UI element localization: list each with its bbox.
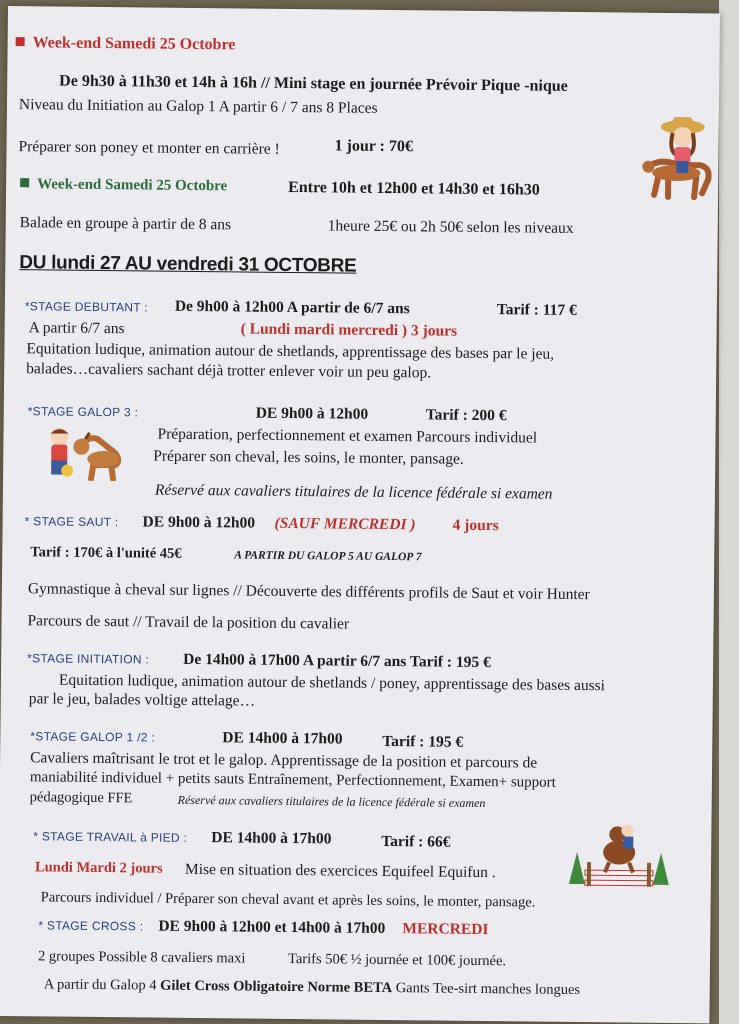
stage-galop12-label: *STAGE GALOP 1 /2 :: [30, 729, 156, 745]
stage-saut-desc2: Parcours de saut // Travail de la position du cavalier: [27, 612, 350, 633]
stage-galop12-price: Tarif : 195 €: [382, 732, 464, 751]
stage-cross-req-gilet: Gilet Cross Obligatoire Norme BETA: [160, 977, 393, 997]
stage-debutant-hours: De 9h00 à 12h00 A partir de 6/7 ans: [174, 297, 410, 318]
weekend2-line1a: Balade en groupe à partir de 8 ans: [19, 214, 232, 234]
stage-galop12-desc1: Cavaliers maîtrisant le trot et le galop. Apprentissage de la position et parcours de: [30, 749, 538, 772]
stage-galop3-hours: DE 9h00 à 12h00: [255, 404, 369, 423]
weekend1-heading: [16, 34, 236, 54]
cowgirl-pony-icon: [638, 113, 719, 206]
weekend1-price: 1 jour : 70€: [334, 137, 414, 156]
stage-debutant-age: A partir 6/7 ans: [28, 319, 125, 338]
stage-saut-except: (SAUF MERCREDI ): [274, 514, 416, 534]
stage-debutant-days: ( Lundi mardi mercredi ) 3 jours: [240, 320, 458, 340]
stage-pied-price: Tarif : 66€: [381, 832, 451, 851]
stage-galop12-hours: DE 14h00 à 17h00: [222, 729, 343, 748]
stage-saut-label: * STAGE SAUT :: [24, 514, 119, 530]
background-sheet-edge: [719, 0, 739, 1024]
stage-pied-hours: DE 14h00 à 17h00: [211, 829, 332, 848]
stage-saut-days: 4 jours: [452, 516, 499, 535]
stage-cross-requirements: [44, 976, 581, 999]
stage-pied-desc2: Parcours individuel / Préparer son cheval avant et après les soins, le monter, pansage.: [40, 889, 536, 911]
stage-galop3-note: Réservé aux cavaliers titulaires de la licence fédérale si examen: [154, 481, 553, 503]
weekend1-title: Week-end Samedi 25 Octobre: [32, 34, 236, 54]
jumping-horse-icon: [565, 822, 674, 889]
boy-horse-icon: [45, 424, 126, 481]
stage-pied-label: * STAGE TRAVAIL à PIED :: [33, 829, 188, 845]
stage-initiation-hours: De 14h00 à 17h00 A partir 6/7 ans Tarif : 195 €: [183, 650, 491, 672]
stage-galop12-desc3: pédagogique FFE: [29, 789, 133, 807]
stage-saut-levels: A PARTIR DU GALOP 5 AU GALOP 7: [234, 549, 422, 564]
green-square-bullet-icon: [20, 178, 29, 187]
stage-saut-price: Tarif : 170€ à l'unité 45€: [30, 544, 182, 562]
stage-cross-label: * STAGE CROSS :: [38, 918, 144, 934]
stage-saut-hours: DE 9h00 à 12h00: [142, 513, 256, 532]
stage-pied-days: Lundi Mardi 2 jours: [34, 859, 163, 877]
stage-cross-hours: DE 9h00 à 12h00 et 14h00 à 17h00: [158, 917, 386, 938]
weekend1-line2: Niveau du Initiation au Galop 1 A partir 6 / 7 ans 8 Places: [18, 96, 378, 117]
stage-cross-day: MERCREDI: [402, 920, 489, 939]
stage-galop3-label: *STAGE GALOP 3 :: [27, 404, 139, 420]
weekend1-line3a: Préparer son poney et monter en carrière !: [18, 138, 280, 158]
stage-saut-desc1: Gymnastique à cheval sur lignes // Découverte des différents profils de Saut et voir Hunter: [27, 580, 590, 604]
stage-debutant-label: *STAGE DEBUTANT :: [24, 299, 149, 315]
stage-cross-req-level: A partir du Galop 4: [43, 976, 157, 994]
stage-galop3-desc1: Préparation, perfectionnement et examen Parcours individuel: [157, 425, 538, 447]
stage-galop3-desc2: Préparer son cheval, les soins, le monter, pansage.: [153, 447, 464, 468]
stage-debutant-desc1: Equitation ludique, animation autour de shetlands, apprentissage des bases par le jeu,: [26, 340, 555, 363]
stage-initiation-label: *STAGE INITIATION :: [27, 651, 150, 667]
stage-debutant-desc2: balades…cavaliers sachant déjà trotter enlever voir un peu galop.: [26, 360, 432, 382]
stage-galop12-note: Réservé aux cavaliers titulaires de la licence fédérale si examen: [177, 792, 486, 811]
weekend2-line1b: 1heure 25€ ou 2h 50€ selon les niveaux: [327, 217, 574, 237]
weekend2-hours: Entre 10h et 12h00 et 14h30 et 16h30: [288, 178, 540, 199]
stage-initiation-desc2: par le jeu, balades voltige attelage…: [28, 690, 256, 710]
weekend2-heading: [20, 176, 227, 195]
stage-initiation-desc1: Equitation ludique, animation autour de shetlands / poney, apprentissage des bases aussi: [58, 671, 606, 695]
weekend1-line1: De 9h30 à 11h30 et 14h à 16h // Mini stage en journée Prévoir Pique -nique: [59, 72, 568, 95]
week-title: DU lundi 27 AU vendredi 31 OCTOBRE: [19, 252, 357, 277]
stage-debutant-price: Tarif : 117 €: [496, 301, 577, 319]
stage-cross-groups: 2 groupes Possible 8 cavaliers maxi: [37, 948, 246, 967]
stage-galop3-price: Tarif : 200 €: [425, 406, 507, 425]
stage-cross-req-gear: Gants Tee-sirt manches longues: [395, 980, 581, 999]
stage-pied-desc1: Mise en situation des exercices Equifeel Equifun .: [184, 860, 496, 882]
flyer-page: [0, 6, 720, 1023]
stage-cross-prices: Tarifs 50€ ½ journée et 100€ journée.: [287, 950, 507, 970]
stage-galop12-desc2: maniabilité individuel + petits sauts Entraînement, Perfectionnement, Examen+ support: [29, 769, 556, 791]
weekend2-title: Week-end Samedi 25 Octobre: [37, 176, 228, 195]
red-square-bullet-icon: [16, 37, 25, 46]
